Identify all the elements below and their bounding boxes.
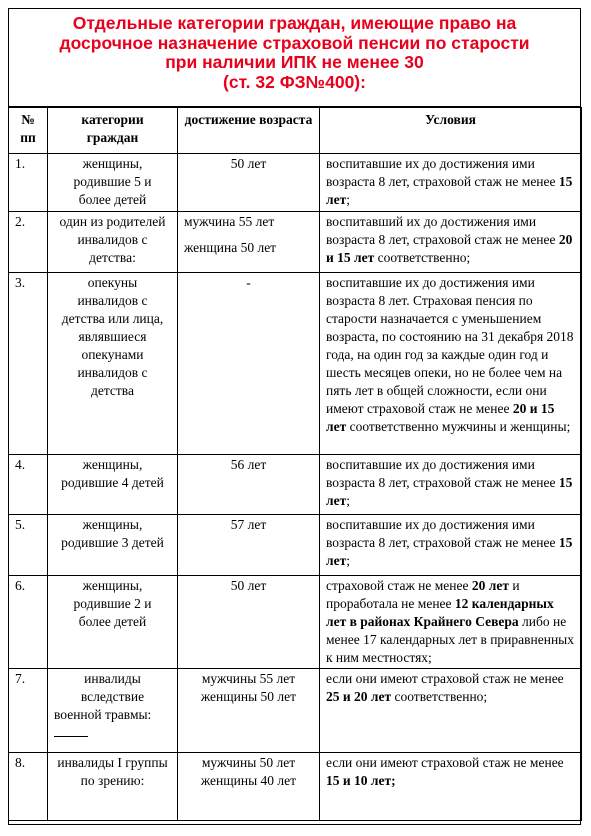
condition-text: соответственно мужчины и женщины; (346, 419, 571, 434)
category-line: являвшиеся (78, 329, 147, 344)
age-line: мужчина 55 лет (184, 214, 275, 229)
row-category (48, 753, 178, 821)
header-category: категории граждан (48, 108, 178, 154)
row-conditions (320, 154, 582, 212)
condition-bold-text: 15 и 10 лет; (326, 773, 396, 788)
row-category (48, 154, 178, 212)
condition-bold-text: 25 и 20 лет (326, 689, 392, 704)
row-conditions (320, 212, 582, 273)
condition-text: соответственно; (374, 250, 471, 265)
title-line-4: (ст. 32 ФЗ№400): (223, 71, 366, 92)
row-category (48, 455, 178, 515)
row-conditions (320, 669, 582, 753)
table-row (9, 154, 582, 212)
age-line: женщины 40 лет (200, 773, 297, 788)
row-conditions (320, 455, 582, 515)
row-number: 8. (9, 753, 48, 821)
condition-bold-text: 12 календарных лет в районах Крайнего Севера (326, 596, 554, 629)
age-line: 50 лет (230, 578, 267, 593)
category-line: женщины, (82, 578, 143, 593)
row-number: 3. (9, 273, 48, 455)
table-body (9, 154, 582, 821)
category-line: родившие 2 и (73, 596, 152, 611)
row-age (178, 154, 320, 212)
row-age (178, 212, 320, 273)
condition-bold-text: 20 и 15 лет (326, 401, 555, 434)
category-line: женщины, (82, 457, 143, 472)
row-category (48, 669, 178, 753)
row-age (178, 753, 320, 821)
age-line: мужчины 55 лет (201, 671, 296, 686)
table-row (9, 212, 582, 273)
condition-text: соответственно; (391, 689, 488, 704)
category-line: детства (90, 383, 134, 398)
row-number: 4. (9, 455, 48, 515)
row-age (178, 455, 320, 515)
document-title (8, 8, 581, 107)
condition-text: воспитавшие их до достижения ими возраста 8 лет. Страховая пенсия по старости назначается с уменьшением возраста, по состоянию на 31 декабря 2018 года, на один год за каждые один год и шесть месяцев опеки, но не более чем на пять лет в общей сложности, если они имеют страховой стаж не менее (326, 275, 574, 416)
condition-text: страховой стаж не менее (326, 578, 472, 593)
condition-bold-text: 20 лет (471, 578, 509, 593)
table-row (9, 273, 582, 455)
category-line: женщины, (82, 156, 143, 171)
row-category (48, 273, 178, 455)
table-header-row (9, 108, 582, 154)
row-category (48, 576, 178, 669)
header-conditions: Условия (320, 108, 582, 154)
pension-categories-table (8, 107, 582, 821)
condition-bold-text: 15 лет (326, 174, 573, 207)
condition-text: воспитавший их до достижения ими возраста 8 лет, страховой стаж не менее (326, 214, 559, 247)
title-line-3: при наличии ИПК не менее 30 (165, 52, 424, 72)
row-number: 2. (9, 212, 48, 273)
age-line: женщины 50 лет (200, 689, 297, 704)
row-number: 5. (9, 515, 48, 576)
condition-text: ; (346, 192, 350, 207)
condition-text: ; (346, 493, 350, 508)
condition-bold-text: 15 лет (326, 475, 573, 508)
title-line-1: Отдельные категории граждан, имеющие право на (72, 13, 517, 33)
condition-bold-text: 20 и 15 лет (326, 232, 573, 265)
condition-text: либо не менее 17 календарных лет в приравненных к ним местностях; (326, 614, 574, 665)
condition-text: воспитавшие их до достижения ими возраста 8 лет, страховой стаж не менее (326, 156, 559, 189)
condition-text: и проработала не менее (326, 578, 520, 611)
header-age: достижение возраста (178, 108, 320, 154)
row-category (48, 515, 178, 576)
condition-text: воспитавшие их до достижения ими возраста 8 лет, страховой стаж не менее (326, 457, 559, 490)
row-number: 7. (9, 669, 48, 753)
category-line: опекунами (81, 347, 144, 362)
category-line: военной травмы: (52, 706, 173, 742)
category-line: инвалидов с (77, 232, 148, 247)
category-line: родившие 3 детей (61, 535, 164, 550)
row-age (178, 273, 320, 455)
age-line: 56 лет (230, 457, 267, 472)
category-line: детства или лица, (61, 311, 164, 326)
table-row (9, 753, 582, 821)
row-category (48, 212, 178, 273)
row-conditions (320, 753, 582, 821)
header-number: № пп (9, 108, 48, 154)
category-line: инвалидов с (77, 293, 148, 308)
age-line: женщина 50 лет (184, 240, 277, 255)
blank-line (54, 724, 88, 737)
row-age (178, 515, 320, 576)
category-line: более детей (78, 192, 147, 207)
category-line: инвалиды (84, 671, 141, 686)
table-row (9, 669, 582, 753)
category-line: опекуны (87, 275, 138, 290)
table-row (9, 455, 582, 515)
category-line: инвалиды I группы (57, 755, 168, 770)
category-line: вследствие (80, 689, 145, 704)
condition-text: если они имеют страховой стаж не менее (326, 755, 564, 770)
category-line: детства: (89, 250, 136, 265)
category-line: по зрению: (80, 773, 145, 788)
row-conditions (320, 576, 582, 669)
row-conditions (320, 515, 582, 576)
condition-bold-text: 15 лет (326, 535, 573, 568)
age-line: мужчины 50 лет (201, 755, 296, 770)
row-age (178, 576, 320, 669)
table-row (9, 515, 582, 576)
row-number: 6. (9, 576, 48, 669)
condition-text: ; (346, 553, 350, 568)
category-line: более детей (78, 614, 147, 629)
age-line: 50 лет (230, 156, 267, 171)
category-line: один из родителей (59, 214, 166, 229)
row-conditions (320, 273, 582, 455)
age-line: 57 лет (230, 517, 267, 532)
category-line: инвалидов с (77, 365, 148, 380)
table-row (9, 576, 582, 669)
category-line: женщины, (82, 517, 143, 532)
title-line-2: досрочное назначение страховой пенсии по старости (59, 32, 530, 53)
category-line: родившие 4 детей (61, 475, 164, 490)
row-number: 1. (9, 154, 48, 212)
condition-text: воспитавшие их до достижения ими возраста 8 лет, страховой стаж не менее (326, 517, 559, 550)
condition-text: если они имеют страховой стаж не менее (326, 671, 564, 686)
category-line: родившие 5 и (73, 174, 152, 189)
age-line: - (246, 275, 251, 290)
row-age (178, 669, 320, 753)
